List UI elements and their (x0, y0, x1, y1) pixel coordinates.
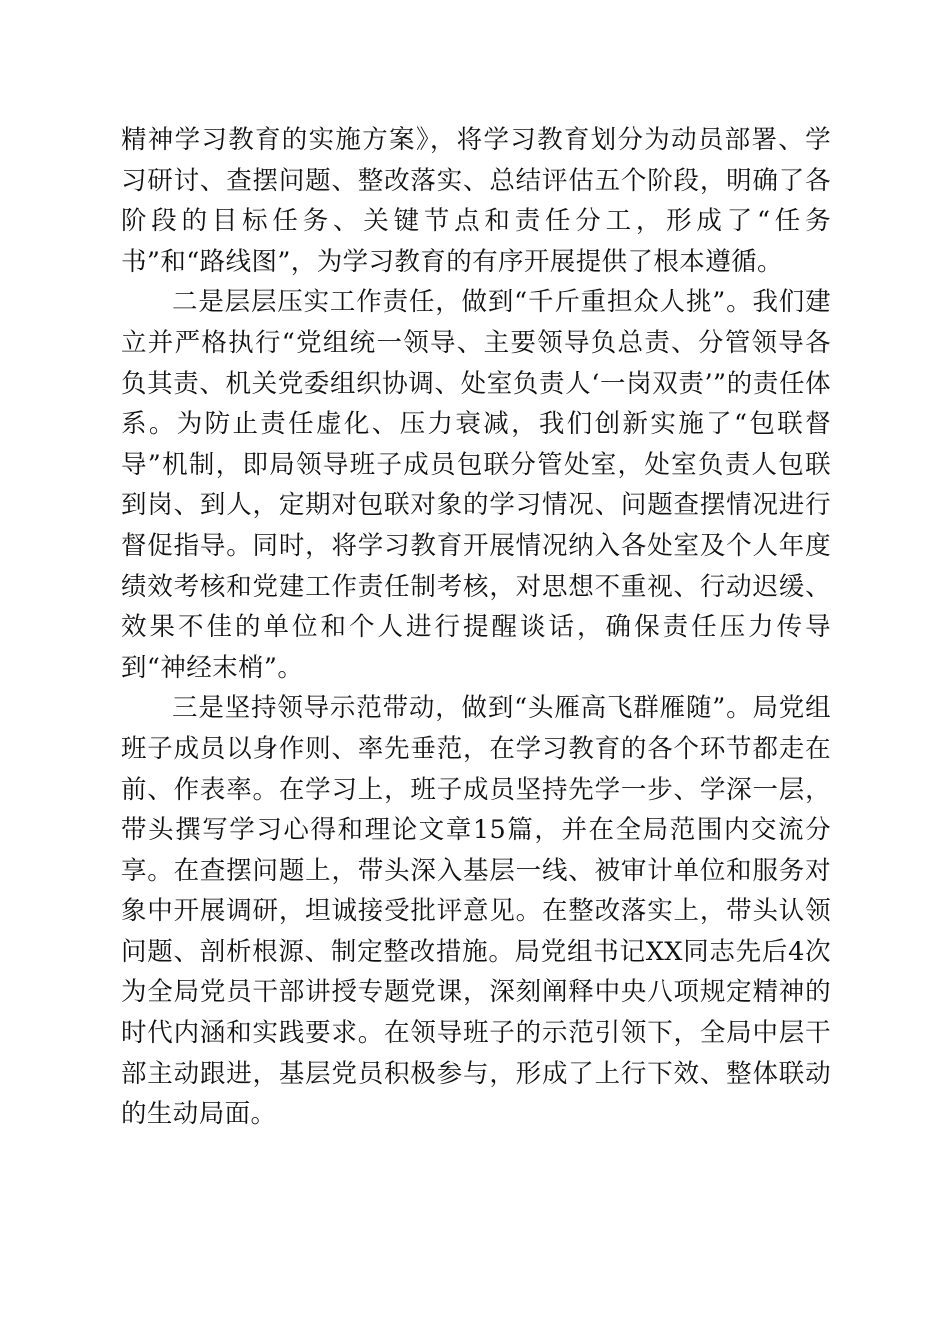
document-body (121, 120, 831, 1135)
paragraph-responsibility: 二是层层压实工作责任，做到“千斤重担众人挑”。我们建立并严格执行“党组统一领导、主要领导负总责、分管领导各负其责、机关党委组织协调、处室负责人‘一岗双责’”的责任体系。为防止责任虚化、压力衰减，我们创新实施了“包联督导”机制，即局领导班子成员包联分管处室，处室负责人包联到岗、到人，定期对包联对象的学习情况、问题查摆情况进行督促指导。同时，将学习教育开展情况纳入各处室及个人年度绩效考核和党建工作责任制考核，对思想不重视、行动迟缓、效果不佳的单位和个人进行提醒谈话，确保责任压力传导到“神经末梢”。 (121, 287, 831, 683)
paragraph-continuation: 精神学习教育的实施方案》，将学习教育划分为动员部署、学习研讨、查摆问题、整改落实、总结评估五个阶段，明确了各阶段的目标任务、关键节点和责任分工，形成了“任务书”和“路线图”，为学习教育的有序开展提供了根本遵循。 (121, 125, 831, 277)
paragraph-leadership: 三是坚持领导示范带动，做到“头雁高飞群雁随”。局党组班子成员以身作则、率先垂范，在学习教育的各个环节都走在前、作表率。在学习上，班子成员坚持先学一步、学深一层，带头撰写学习心得和理论文章15篇，并在全局范围内交流分享。在查摆问题上，带头深入基层一线、被审计单位和服务对象中开展调研，坦诚接受批评意见。在整改落实上，带头认领问题、剖析根源、制定整改措施。局党组书记XX同志先后4次为全局党员干部讲授专题党课，深刻阐释中央八项规定精神的时代内涵和实践要求。在领导班子的示范引领下，全局中层干部主动跟进，基层党员积极参与，形成了上行下效、整体联动的生动局面。 (121, 693, 831, 1130)
